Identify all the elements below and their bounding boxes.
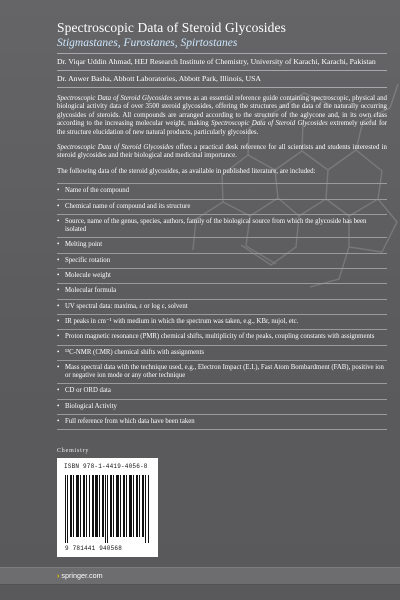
bullet-icon: •	[57, 187, 60, 195]
bullet-icon: •	[57, 217, 60, 225]
data-list-intro: The following data of the steroid glycosides, as available in published literature, are included:	[57, 167, 316, 175]
book-subtitle: Stigmastanes, Furostanes, Spirtostanes	[57, 37, 238, 49]
publisher-link[interactable]	[57, 571, 103, 580]
back-cover-content	[57, 20, 387, 430]
bullet-icon: •	[57, 272, 60, 280]
description-paragraph-1	[57, 95, 387, 137]
isbn-number: ISBN 978-1-4419-4056-8	[64, 463, 148, 470]
bullet-icon: •	[57, 363, 60, 371]
list-item: • Proton magnetic resonance (PMR) chemical shifts, multiplicity of the peaks, coupling constants with assignments	[57, 329, 387, 344]
list-item: • ¹³C-NMR (CMR) chemical shifts with assignments	[57, 345, 387, 360]
divider	[57, 70, 387, 71]
description-paragraph-2	[57, 144, 387, 161]
list-item: • Specific rotation	[57, 253, 387, 268]
list-item: • Biological Activity	[57, 399, 387, 414]
bullet-icon: •	[57, 418, 60, 425]
list-item: • Molecule weight	[57, 268, 387, 283]
bullet-icon: •	[57, 202, 60, 210]
book-title-italic: Spectroscopic Data of Steroid Glycosides	[211, 120, 328, 128]
bullet-icon: •	[57, 348, 60, 356]
list-item: • Molecular formula	[57, 283, 387, 298]
bullet-icon: •	[57, 287, 60, 295]
bullet-icon: •	[57, 317, 60, 325]
barcode-label	[57, 458, 158, 557]
list-item: • CD or ORD data	[57, 383, 387, 398]
book-title-italic: Spectroscopic Data of Steroid Glycosides	[57, 95, 173, 102]
description-text: serves as an essential reference guide containing spectroscopic, physical and biological activity data of over 3500 steroid glycosides, offering the structures and the data of the naturally occurring glycosides of steroids. All compounds are arranged according to the structure of the aglycone and, in its own class according to the increasing molecular weight, making	[57, 95, 387, 128]
list-item: • UV spectral data: maxima, ε or log ε, solvent	[57, 299, 387, 314]
publisher-url: springer.com	[61, 571, 103, 580]
list-item: • Full reference from which data have been taken	[57, 414, 387, 430]
list-item: • Melting point	[57, 237, 387, 252]
divider	[57, 53, 387, 54]
included-data-list	[57, 183, 387, 430]
bullet-icon: •	[57, 402, 60, 410]
list-item: • Mass spectral data with the technique used, e.g., Electron Impact (E.I.), Fast Atom Bombardment (FAB), positive ion or negative ion mode or any other technique	[57, 360, 387, 384]
description-text: extremely useful for the structure elucidation of new natural products, particularly glycosides.	[57, 120, 388, 136]
barcode-icon	[65, 475, 150, 543]
book-title-italic: Spectroscopic Data of Steroid Glycosides	[57, 144, 174, 152]
bullet-icon: •	[57, 302, 60, 310]
subject-category: Chemistry	[57, 448, 90, 454]
bullet-icon: •	[57, 333, 60, 341]
list-item: • Source, name of the genus, species, authors, family of the biological source from which the glycoside has been isolated	[57, 214, 387, 238]
list-item: • Chemical name of compound and its structure	[57, 199, 387, 214]
list-item: • Name of the compound	[57, 183, 387, 198]
bullet-icon: •	[57, 256, 60, 264]
author-1: Dr. Viqar Uddin Ahmad, HEJ Research Institute of Chemistry, University of Karachi, Karachi, Pakistan	[57, 57, 376, 66]
author-2: Dr. Anwer Basha, Abbott Laboratories, Abbott Park, Illinois, USA	[57, 74, 261, 83]
bullet-icon: •	[57, 241, 60, 249]
book-title: Spectroscopic Data of Steroid Glycosides	[57, 20, 286, 35]
list-item: • IR peaks in cm⁻¹ with medium in which the spectrum was taken, e.g., KBr, nujol, etc.	[57, 314, 387, 329]
chevron-right-icon: ›	[57, 571, 60, 580]
barcode-number: 9 781441 940568	[65, 545, 123, 552]
divider	[57, 87, 387, 88]
bullet-icon: •	[57, 387, 60, 395]
description-text: offers a practical desk reference for all scientists and students interested in steroid glycosides and their biological and medicinal importance.	[57, 144, 387, 160]
